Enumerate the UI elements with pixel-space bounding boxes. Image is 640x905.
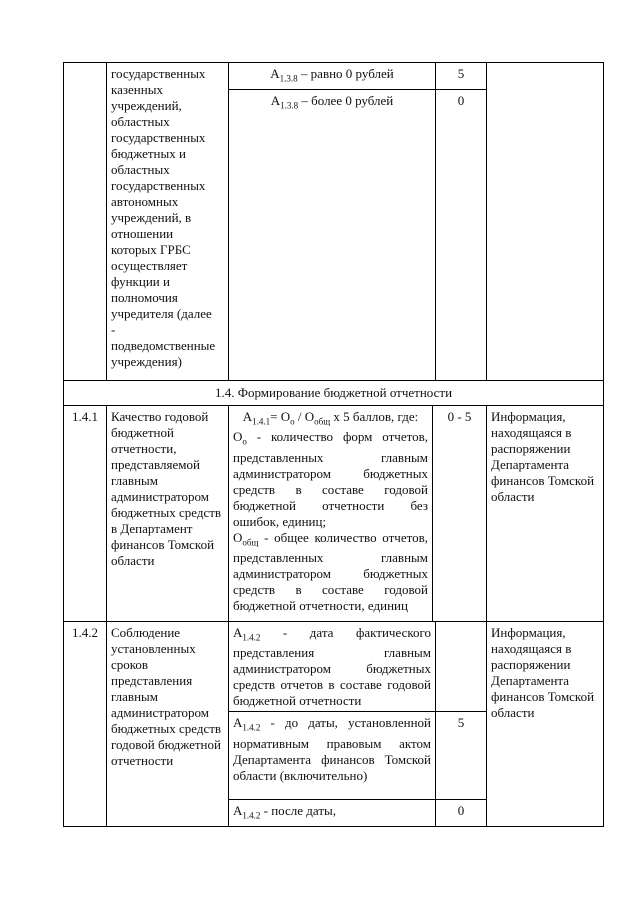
formula-cell: [229, 405, 433, 621]
source-cell: Информация, находящаяся в распоряжении Департамента финансов Томской области: [487, 621, 604, 826]
row-number-cell: [64, 63, 107, 381]
criteria-text: $А_{1.4.2}$ - дата фактического представления главным администратором бюджетных средств отчетов в составе годовой бюджетной отчетности: [233, 624, 431, 709]
table-row: [64, 621, 604, 826]
criteria-score: [436, 622, 487, 712]
indicator-name: Соблюдение установленных сроков представления главным администратором бюджетных средств годовой бюджетной отчетности: [107, 621, 229, 826]
indicator-name: Качество годовой бюджетной отчетности, представляемой главным администратором бюджетных средств в Департамент финансов Томской области: [107, 405, 229, 621]
criteria-row: [229, 712, 486, 800]
criteria-text: $А_{1.3.8}$ – равно 0 рублей: [270, 66, 394, 84]
criteria-row: [229, 622, 486, 712]
criteria-text: $А_{1.4.2}$ - до даты, установленной нормативным правовым актом Департамента финансов Томской области (включительно): [229, 712, 436, 800]
indicator-name: государственных казенных учреждений, областных государственных бюджетных и областных государственных автономных учреждений, в отношении которых ГРБС осуществляет функции и полномочия учредителя (далее - подведомственные учреждения): [111, 66, 216, 369]
table-row: [64, 405, 604, 621]
criteria-subtable: [229, 622, 486, 826]
criteria-score: 0: [436, 800, 487, 826]
criteria-cell: [229, 621, 487, 826]
indicators-table: [63, 62, 604, 827]
criteria-subtable: [229, 63, 486, 380]
source-cell: [487, 63, 604, 381]
criteria-text: $А_{1.3.8}$ – более 0 рублей: [229, 89, 436, 380]
criteria-score: 5: [436, 712, 487, 800]
row-number: 1.4.2: [64, 621, 107, 826]
criteria-score: 0: [436, 89, 487, 380]
criteria-cell: [229, 63, 487, 381]
formula-line: $А_{1.4.1}= О_о / О_{общ}$ х 5 баллов, где:: [242, 408, 419, 427]
table-row: [64, 63, 604, 381]
section-title: 1.4. Формирование бюджетной отчетности: [64, 380, 604, 405]
criteria-row: [229, 63, 486, 89]
formula-definition: $О_{общ}$ - общее количество отчетов, представленных главным администратором бюджетных средств в составе годовой бюджетной отчетности, единиц: [233, 529, 428, 614]
criteria-row: [229, 89, 486, 380]
criteria-row: [229, 800, 486, 826]
score-cell: 0 - 5: [433, 405, 487, 621]
indicator-name-cell: [107, 63, 229, 381]
criteria-score: 5: [436, 63, 487, 89]
criteria-text: $А_{1.4.2}$ - после даты,: [229, 800, 436, 826]
section-header-row: [64, 380, 604, 405]
row-number: 1.4.1: [64, 405, 107, 621]
formula-definition: $О_о$ - количество форм отчетов, представленных главным администратором бюджетных средств в составе годовой бюджетной отчетности без ошибок, единиц;: [233, 429, 428, 529]
source-cell: Информация, находящаяся в распоряжении Департамента финансов Томской области: [487, 405, 604, 621]
